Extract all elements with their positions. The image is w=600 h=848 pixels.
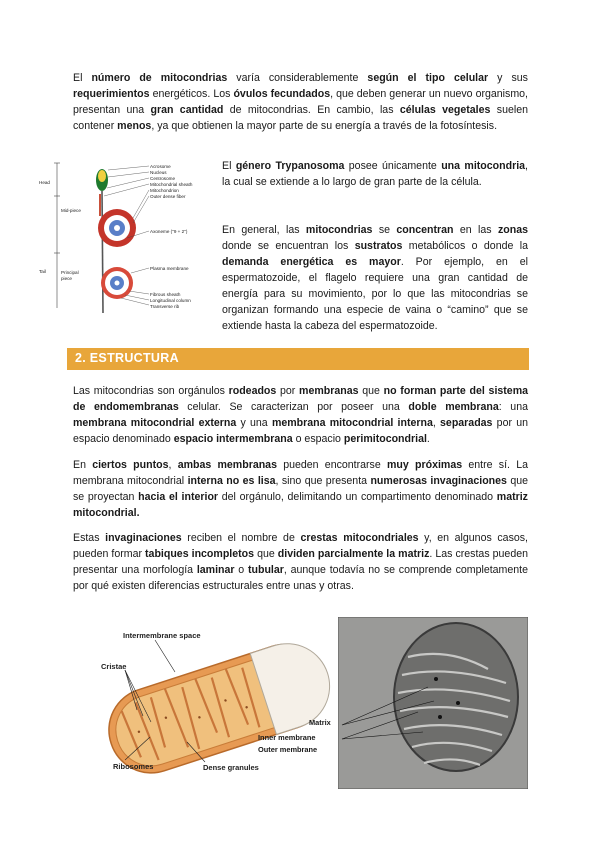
text-run: . <box>426 433 430 445</box>
label-axoneme: Axoneme ("9 + 2") <box>150 229 188 234</box>
bold-text: células vegetales <box>399 104 491 116</box>
text-run: El <box>73 72 92 84</box>
bold-text: demanda energética es mayor <box>222 256 401 268</box>
text-run: , aunque todavía no se comprende completamente por qué existen diferencias estructurales entre unas y otras. <box>73 564 528 592</box>
label-head: Head <box>39 180 50 185</box>
text-run: o espacio <box>292 433 344 445</box>
text-run: donde se encuentran los <box>222 240 355 252</box>
sperm-diagram <box>37 158 207 318</box>
bold-text: tabiques incompletos <box>145 548 255 560</box>
label-outer-membrane: Outer membrane <box>258 745 318 754</box>
text-run: que <box>358 385 384 397</box>
text-run: o <box>234 564 248 576</box>
label-midpiece: Mid-piece <box>61 208 81 213</box>
text-run: . Las crestas pueden presentar una morfología <box>73 548 528 576</box>
bold-text: tubular <box>247 564 284 576</box>
paragraph-crestas <box>73 530 528 594</box>
text-run: . Por ejemplo, en el espermatozoide, el flagelo requiere una gran cantidad de energía para su movimiento, por lo que las mitocondrias se organizan formando una especie de vaina o “camino” que se extiende hasta la cabeza del espermatozoide. <box>222 256 528 332</box>
bold-text: matriz mitocondrial. <box>73 491 528 519</box>
label-longitudinal: Longitudinal column <box>150 298 191 303</box>
section-header <box>67 348 529 370</box>
section-title: 2. ESTRUCTURA <box>75 351 179 365</box>
label-cristae: Cristae <box>101 662 127 671</box>
text-run: Las mitocondrias son orgánulos <box>73 385 229 397</box>
bold-text: dividen parcialmente la matriz <box>277 548 430 560</box>
text-run: , sino que presenta <box>275 475 371 487</box>
label-inner-membrane: Inner membrane <box>258 733 316 742</box>
bold-text: membranas <box>299 385 359 397</box>
label-nucleus: Nucleus <box>150 170 167 175</box>
bold-text: membrana mitocondrial externa <box>73 417 237 429</box>
text-run: , la cual se extiende a lo largo de gran parte de la célula. <box>222 160 528 188</box>
paragraph-invaginaciones <box>73 457 528 521</box>
text-run: se <box>372 224 397 236</box>
bold-text: doble membrana <box>408 401 499 413</box>
text-run: y una <box>236 417 272 429</box>
text-run: energéticos. Los <box>149 88 234 100</box>
electron-micrograph <box>338 617 528 789</box>
label-acrosome: Acrosome <box>150 164 171 169</box>
text-run: que se proyectan <box>73 475 529 503</box>
text-run: metabólicos o donde la <box>402 240 528 252</box>
label-principal: Principal <box>61 270 79 275</box>
paragraph-numero-mitocondrias <box>73 70 528 134</box>
text-run: posee únicamente <box>344 160 442 172</box>
bold-text: hacia el interior <box>138 491 219 503</box>
text-run: , <box>168 459 178 471</box>
text-run: pueden encontrarse <box>276 459 387 471</box>
label-matrix: Matrix <box>309 718 331 727</box>
bold-text: interna no es lisa <box>187 475 276 487</box>
text-run: del orgánulo, delimitando un compartimento denominado <box>218 491 497 503</box>
cross-section-principal <box>101 267 133 299</box>
text-run: en las <box>453 224 498 236</box>
text-run: Estas <box>73 532 106 544</box>
bold-text: género Trypanosoma <box>235 160 345 172</box>
label-outer-fiber: Outer dense fiber <box>150 194 186 199</box>
text-run: y, en algunos casos, pueden formar <box>73 532 528 560</box>
bold-text: según el tipo celular <box>367 72 489 84</box>
text-run: varía considerablemente <box>227 72 368 84</box>
label-dense-granules: Dense granules <box>203 763 259 772</box>
bold-text: sustratos <box>354 240 403 252</box>
bold-text: invaginaciones <box>105 532 182 544</box>
bold-text: rodeados <box>228 385 277 397</box>
text-run: El <box>222 160 236 172</box>
bold-text: requerimientos <box>73 88 150 100</box>
bold-text: ambas membranas <box>177 459 277 471</box>
bold-text: espacio intermembrana <box>173 433 293 445</box>
label-ribosomes: Ribosomes <box>113 762 154 771</box>
text-run: En general, las <box>222 224 306 236</box>
text-run: de mitocondrias. En cambio, las <box>223 104 400 116</box>
bold-text: mitocondrias <box>305 224 373 236</box>
bold-text: no forman parte del sistema de endomembranas <box>73 385 529 413</box>
label-tail: Tail <box>39 269 46 274</box>
label-intermembrane-space: Intermembrane space <box>123 631 201 640</box>
bold-text: gran cantidad <box>150 104 224 116</box>
text-run: entre sí. La membrana mitocondrial <box>73 459 528 487</box>
text-run: : una <box>498 401 528 413</box>
text-run: celular. Se caracterizan por poseer una <box>178 401 409 413</box>
bold-text: concentran <box>396 224 454 236</box>
bold-text: zonas <box>497 224 529 236</box>
text-run: y sus <box>488 72 528 84</box>
bold-text: membrana mitocondrial interna <box>271 417 433 429</box>
bold-text: una mitocondria <box>441 160 526 172</box>
label-sheath: Mitochondrial sheath <box>150 182 193 187</box>
label-plasma: Plasma membrane <box>150 266 189 271</box>
text-run: suelen contener <box>73 104 528 132</box>
bold-text: crestas mitocondriales <box>300 532 419 544</box>
text-run: , que deben generar un nuevo organismo, presentan una <box>73 88 528 116</box>
label-piece: piece <box>61 276 72 281</box>
paragraph-trypanosoma <box>222 158 528 190</box>
bold-text: perimitocondrial <box>343 433 427 445</box>
label-centrosome: Centrosome <box>150 176 176 181</box>
bold-text: menos <box>117 120 152 132</box>
text-run: , ya que obtienen la mayor parte de su energía a través de la fotosíntesis. <box>151 120 498 132</box>
bold-text: numerosas invaginaciones <box>370 475 507 487</box>
label-transverse: Transverse rib <box>150 304 180 309</box>
mitochondrion-diagram <box>95 612 340 787</box>
paragraph-concentracion <box>222 222 528 334</box>
label-mitochondrion: Mitochondrion <box>150 188 179 193</box>
text-run: reciben el nombre de <box>181 532 301 544</box>
bold-text: laminar <box>196 564 235 576</box>
bold-text: separadas <box>440 417 493 429</box>
text-run: En <box>73 459 93 471</box>
bold-text: ciertos puntos <box>92 459 169 471</box>
bold-text: número de mitocondrias <box>91 72 228 84</box>
bold-text: muy próximas <box>387 459 463 471</box>
text-run: que <box>254 548 278 560</box>
label-fibrous: Fibrous sheath <box>150 292 181 297</box>
paragraph-membranas <box>73 383 528 447</box>
text-run: , <box>432 417 441 429</box>
text-run: por <box>276 385 300 397</box>
bold-text: óvulos fecundados <box>233 88 331 100</box>
text-run: por un espacio denominado <box>73 417 528 445</box>
cross-section-midpiece <box>98 209 136 247</box>
